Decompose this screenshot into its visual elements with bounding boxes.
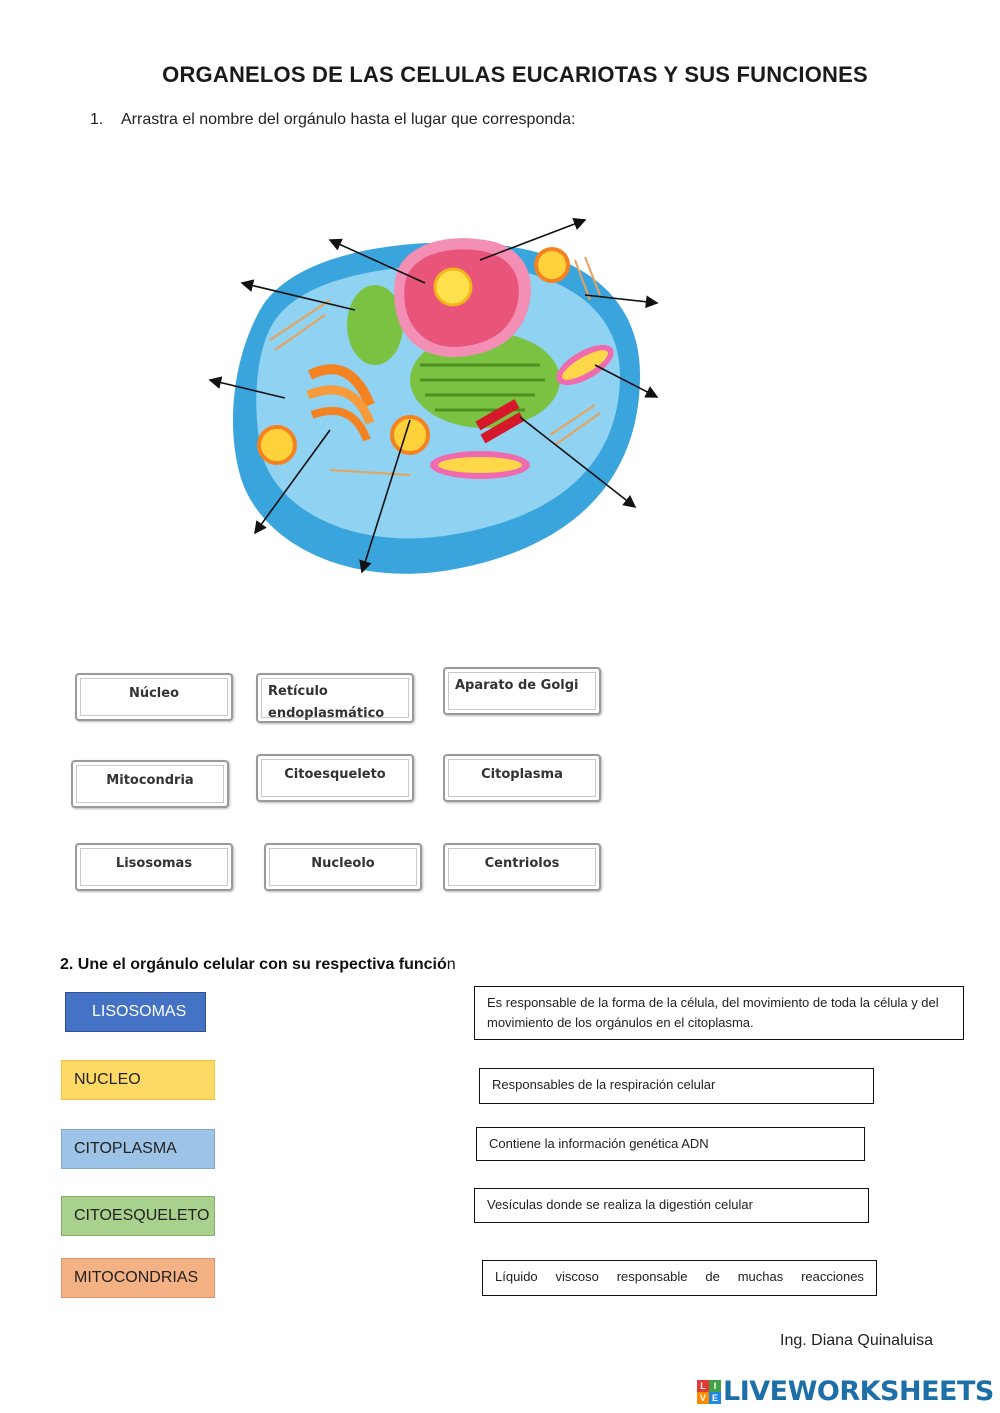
label-nucleo[interactable] xyxy=(75,673,233,721)
function-text: Responsables de la respiración celular xyxy=(492,1077,716,1092)
organelle-label: CITOPLASMA xyxy=(74,1140,177,1157)
word: de xyxy=(705,1269,720,1284)
author-credit: Ing. Diana Quinaluisa xyxy=(780,1332,933,1349)
logo-letter: I xyxy=(709,1380,721,1392)
logo-letter: V xyxy=(697,1392,709,1404)
function-citoesqueleto[interactable] xyxy=(474,986,964,1040)
heading-bold: 2. Une el orgánulo celular con su respectiva funció xyxy=(60,956,447,973)
organelle-label: NUCLEO xyxy=(74,1071,141,1088)
label-text: Citoesqueleto xyxy=(284,767,386,782)
organelle-label: MITOCONDRIAS xyxy=(74,1269,199,1286)
label-text: Retículo endoplasmático xyxy=(268,684,385,721)
word: muchas xyxy=(737,1269,784,1284)
function-text: Vesículas donde se realiza la digestión celular xyxy=(487,1197,753,1212)
animal-cell-diagram xyxy=(200,215,670,585)
brand-text: LIVEWORKSHEETS xyxy=(723,1376,994,1407)
function-adn[interactable] xyxy=(476,1127,865,1161)
word: Líquido xyxy=(495,1269,538,1284)
instruction-number: 1. xyxy=(90,111,104,128)
function-respiracion[interactable] xyxy=(479,1068,874,1104)
organelle-nucleo[interactable] xyxy=(61,1060,215,1100)
instruction-text: Arrastra el nombre del orgánulo hasta el lugar que corresponda: xyxy=(121,111,576,128)
organelle-label: CITOESQUELETO xyxy=(74,1207,210,1224)
word: responsable xyxy=(616,1269,688,1284)
label-aparato-de-golgi[interactable] xyxy=(443,667,601,715)
label-centriolos[interactable] xyxy=(443,843,601,891)
label-citoplasma[interactable] xyxy=(443,754,601,802)
liveworksheets-logo[interactable] xyxy=(697,1376,994,1407)
word: viscoso xyxy=(555,1269,599,1284)
brand-logo-icon xyxy=(697,1380,721,1404)
heading-tail: n xyxy=(446,956,456,973)
label-text: Núcleo xyxy=(128,686,180,701)
nucleolus xyxy=(435,269,471,305)
label-text: Aparato de Golgi xyxy=(455,678,579,693)
word: reacciones xyxy=(801,1269,864,1284)
function-liquido-viscoso[interactable] xyxy=(482,1260,877,1296)
instruction-1 xyxy=(90,111,576,129)
organelle-citoesqueleto[interactable] xyxy=(61,1196,215,1236)
organelle-citoplasma[interactable] xyxy=(61,1129,215,1169)
organelle-mitocondrias[interactable] xyxy=(61,1258,215,1298)
function-digestion[interactable] xyxy=(474,1188,869,1223)
function-text: Es responsable de la forma de la célula, del movimiento de toda la célula y del movimiento de los orgánulos en el citoplasma. xyxy=(487,995,939,1030)
organelle-lisosomas[interactable] xyxy=(65,992,206,1032)
label-reticulo-endoplasmatico[interactable] xyxy=(256,673,414,723)
section-2-heading xyxy=(60,956,456,974)
page-title: ORGANELOS DE LAS CELULAS EUCARIOTAS Y SUS FUNCIONES xyxy=(162,62,868,87)
label-text: Citoplasma xyxy=(481,767,563,782)
label-text: Mitocondria xyxy=(106,773,194,788)
logo-letter: L xyxy=(697,1380,709,1392)
label-citoesqueleto[interactable] xyxy=(256,754,414,802)
label-nucleolo[interactable] xyxy=(264,843,422,891)
function-text: Contiene la información genética ADN xyxy=(489,1136,709,1151)
label-mitocondria[interactable] xyxy=(71,760,229,808)
label-lisosomas[interactable] xyxy=(75,843,233,891)
logo-letter: E xyxy=(709,1392,721,1404)
label-text: Lisosomas xyxy=(115,856,193,871)
label-text: Centriolos xyxy=(484,856,560,871)
organelle-label: LISOSOMAS xyxy=(92,1003,187,1020)
label-text: Nucleolo xyxy=(311,856,375,871)
